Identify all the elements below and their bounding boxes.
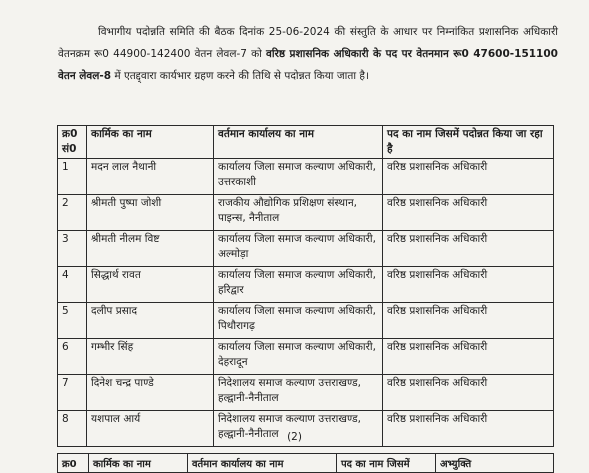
- cell-office: राजकीय औद्योगिक प्रशिक्षण संस्थान, पाइन्स, नैनीताल: [214, 195, 383, 231]
- header-name: कार्मिक का नाम: [87, 126, 214, 159]
- cell-name: दलीप प्रसाद: [87, 303, 214, 339]
- cell-office: कार्यालय जिला समाज कल्याण अधिकारी, पिथौरागढ़: [214, 303, 383, 339]
- cell-serial: 4: [58, 267, 87, 303]
- cell-name: यशपाल आर्य: [87, 411, 214, 447]
- header-serial: क्र0: [58, 454, 89, 473]
- cell-name: दिनेश चन्द्र पाण्डे: [87, 375, 214, 411]
- cell-serial: 1: [58, 159, 87, 195]
- table-row: [58, 231, 554, 267]
- cell-office: निदेशालय समाज कल्याण उत्तराखण्ड, हल्द्वानी-नैनीताल: [214, 411, 383, 447]
- header-post: पद का नाम जिसमें पदोन्नत किया जा रहा है: [383, 126, 554, 159]
- cell-office: निदेशालय समाज कल्याण उत्तराखण्ड, हल्द्वानी-नैनीताल: [214, 375, 383, 411]
- cell-post: वरिष्ठ प्रशासनिक अधिकारी: [383, 411, 554, 447]
- page-number: (2): [287, 431, 302, 443]
- cell-post: वरिष्ठ प्रशासनिक अधिकारी: [383, 195, 554, 231]
- next-page-table-header: [57, 453, 554, 473]
- header-office: वर्तमान कार्यालय का नाम: [214, 126, 383, 159]
- cell-name: श्रीमती नीलम विष्ट: [87, 231, 214, 267]
- cell-office: कार्यालय जिला समाज कल्याण अधिकारी, हरिद्वार: [214, 267, 383, 303]
- cell-post: वरिष्ठ प्रशासनिक अधिकारी: [383, 231, 554, 267]
- cell-post: वरिष्ठ प्रशासनिक अधिकारी: [383, 375, 554, 411]
- cell-serial: 6: [58, 339, 87, 375]
- header-post: पद का नाम जिसमें: [337, 454, 436, 473]
- cell-name: सिद्धार्थ रावत: [87, 267, 214, 303]
- table-row: [58, 303, 554, 339]
- table-row: [58, 375, 554, 411]
- cell-office: कार्यालय जिला समाज कल्याण अधिकारी, उत्तरकाशी: [214, 159, 383, 195]
- header-serial: क्र0 सं0: [58, 126, 87, 159]
- cell-post: वरिष्ठ प्रशासनिक अधिकारी: [383, 159, 554, 195]
- cell-serial: 2: [58, 195, 87, 231]
- cell-serial: 8: [58, 411, 87, 447]
- order-paragraph-bold: वरिष्ठ प्रशासनिक अधिकारी के पद पर वेतनमान रू0 47600-151100 वेतन लेवल-8: [58, 47, 558, 82]
- table-header-row: [58, 126, 554, 159]
- cell-serial: 7: [58, 375, 87, 411]
- cell-name: मदन लाल नैथानी: [87, 159, 214, 195]
- table-row: [58, 267, 554, 303]
- cell-post: वरिष्ठ प्रशासनिक अधिकारी: [383, 339, 554, 375]
- cell-post: वरिष्ठ प्रशासनिक अधिकारी: [383, 267, 554, 303]
- header-remarks: अभ्युक्ति: [436, 454, 554, 473]
- table-row: [58, 339, 554, 375]
- cell-name: श्रीमती पुष्पा जोशी: [87, 195, 214, 231]
- order-paragraph-text-1: विभागीय पदोन्नति समिति की बैठक दिनांक 25-06-2024 की संस्तुति के आधार पर निम्नांकित प्रशासनिक अधिकारी वेतनक्रम रू0 44900-142400 वेतन लेवल-7 को: [58, 25, 558, 60]
- header-office: वर्तमान कार्यालय का नाम: [188, 454, 337, 473]
- cell-office: कार्यालय जिला समाज कल्याण अधिकारी, अल्मोड़ा: [214, 231, 383, 267]
- order-paragraph: [58, 21, 558, 87]
- cell-name: गम्भीर सिंह: [87, 339, 214, 375]
- table-row: [58, 195, 554, 231]
- cell-post: वरिष्ठ प्रशासनिक अधिकारी: [383, 303, 554, 339]
- header-name: कार्मिक का नाम: [89, 454, 188, 473]
- cell-serial: 3: [58, 231, 87, 267]
- order-paragraph-text-2: में एतद्द्वारा कार्यभार ग्रहण करने की तिथि से पदोन्नत किया जाता है।: [111, 69, 369, 82]
- promotion-table: [57, 125, 554, 447]
- cell-serial: 5: [58, 303, 87, 339]
- table-row: [58, 159, 554, 195]
- cell-office: कार्यालय जिला समाज कल्याण अधिकारी, देहरादून: [214, 339, 383, 375]
